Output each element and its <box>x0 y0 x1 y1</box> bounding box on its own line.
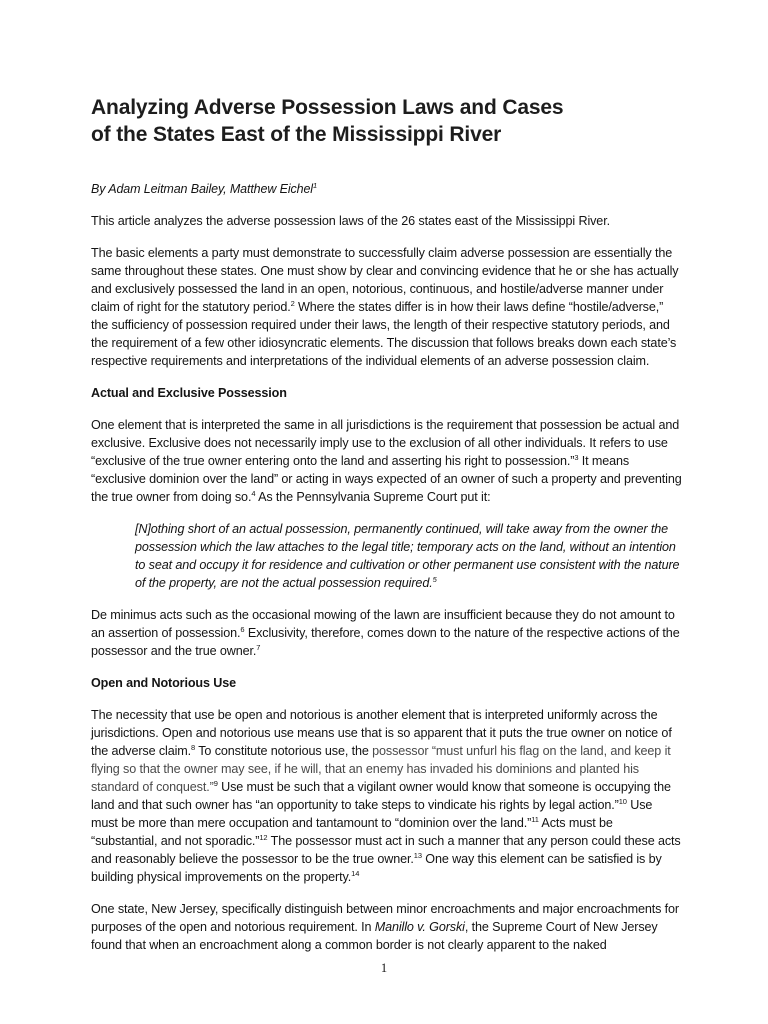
article-title <box>91 94 682 148</box>
intro-paragraph: This article analyzes the adverse possession laws of the 26 states east of the Mississippi River. <box>91 214 610 228</box>
de-minimus-paragraph: De minimus acts such as the occasional mowing of the lawn are insufficient because they do not amount to an assertion of possession.$^6$ Exclusivity, therefore, comes down to the nature of the respective actions of the possessor and the true owner.$^7$ <box>91 608 680 658</box>
page-number: 1 <box>380 961 388 975</box>
footnote-ref: 7 <box>256 642 261 652</box>
case-name: Manillo v. Gorski <box>374 920 465 934</box>
actual-possession-paragraph: One element that is interpreted the same in all jurisdictions is the requirement that possession be actual and exclusive. Exclusive does not necessarily imply use to the exclusion of all other individuals. It refers to use “exclusive of the true owner entering onto the land and asserting his right to possession.”$^3$ It means “exclusive dominion over the land” or acting in ways expected of an owner of such a property and preventing the true owner from doing so.$^4$ As the Pennsylvania Supreme Court put it: <box>91 418 682 504</box>
footnote-ref: 10 <box>618 796 627 806</box>
byline: By Adam Leitman Bailey, Matthew Eichel$^1$ <box>91 180 317 196</box>
new-jersey-paragraph: One state, New Jersey, specifically distinguish between minor encroachments and major encroachments for purposes of the open and notorious requirement. In Manillo v. Gorski, the Supreme Court of New Jersey found that when an encroachment along a common border is not clearly apparent to the naked <box>91 902 679 952</box>
footnote-ref: 8 <box>191 742 196 752</box>
footnote-ref: 2 <box>290 298 295 308</box>
footnote-ref: 6 <box>240 624 245 634</box>
section-heading-open-notorious: Open and Notorious Use <box>91 676 236 690</box>
open-notorious-paragraph: The necessity that use be open and notorious is another element that is interpreted uniformly across the jurisdictions. Open and notorious use means use that is so apparent that it puts the true owner on notice of the adverse claim.$^8$ To constitute notorious use, the possessor “must unfurl his flag on the land, and keep it flying so that the owner may see, if he will, that an enemy has invaded his dominions and planted his standard of conquest.”$^9$ Use must be such that a vigilant owner would know that someone is occupying the land and that such owner has “an opportunity to take steps to vindicate his rights by legal action.”$^{10}$ Use must be more than mere occupation and tantamount to “dominion over the land.”$^{11}$ Acts must be “substantial, and not sporadic.”$^{12}$ The possessor must act in such a manner that any person could these acts and reasonably believe the possessor to be the true owner.$^{13}$ One way this element can be satisfied is by building physical improvements on the property.$^{14}$ <box>91 708 681 884</box>
footnote-ref: 3 <box>574 452 579 462</box>
elements-paragraph: The basic elements a party must demonstrate to successfully claim adverse possession are essentially the same throughout these states. One must show by clear and convincing evidence that he or she has actually and exclusively possessed the land in an open, notorious, continuous, and hostile/adverse manner under claim of right for the statutory period.$^2$ Where the states differ is in how their laws define “hostile/adverse,” the sufficiency of possession required under their laws, the length of their respective statutory periods, and the requirement of a few other idiosyncratic elements. The discussion that follows breaks down each state’s respective requirements and interpretations of the individual elements of an adverse possession claim. <box>91 246 679 368</box>
footnote-ref: 4 <box>251 488 256 498</box>
footnote-ref: 13 <box>413 850 422 860</box>
block-quote: [N]othing short of an actual possession, permanently continued, will take away from the owner the possession which the law attaches to the legal title; temporary acts on the land, without an intention to seat and occupy it for residence and cultivation or other permanent use consistent with the nature of the property, are not the actual possession required.$^5$ <box>135 522 680 590</box>
title-line-2: of the States East of the Mississippi River <box>91 123 502 146</box>
title-line-1: Analyzing Adverse Possession Laws and Cases <box>91 96 564 119</box>
quoted-passage: possessor “must unfurl his flag on the land, and keep it flying so that the owner may see, if he will, that an enemy has invaded his dominions and planted his standard of conquest.” <box>91 744 671 794</box>
footnote-ref: 1 <box>312 180 317 190</box>
section-heading-actual-possession: Actual and Exclusive Possession <box>91 386 287 400</box>
footnote-ref: 9 <box>213 778 218 788</box>
footnote-ref: 5 <box>432 574 437 584</box>
footnote-ref: 14 <box>351 868 360 878</box>
footnote-ref: 11 <box>531 814 539 824</box>
article-body <box>91 94 682 954</box>
footnote-ref: 12 <box>259 832 268 842</box>
